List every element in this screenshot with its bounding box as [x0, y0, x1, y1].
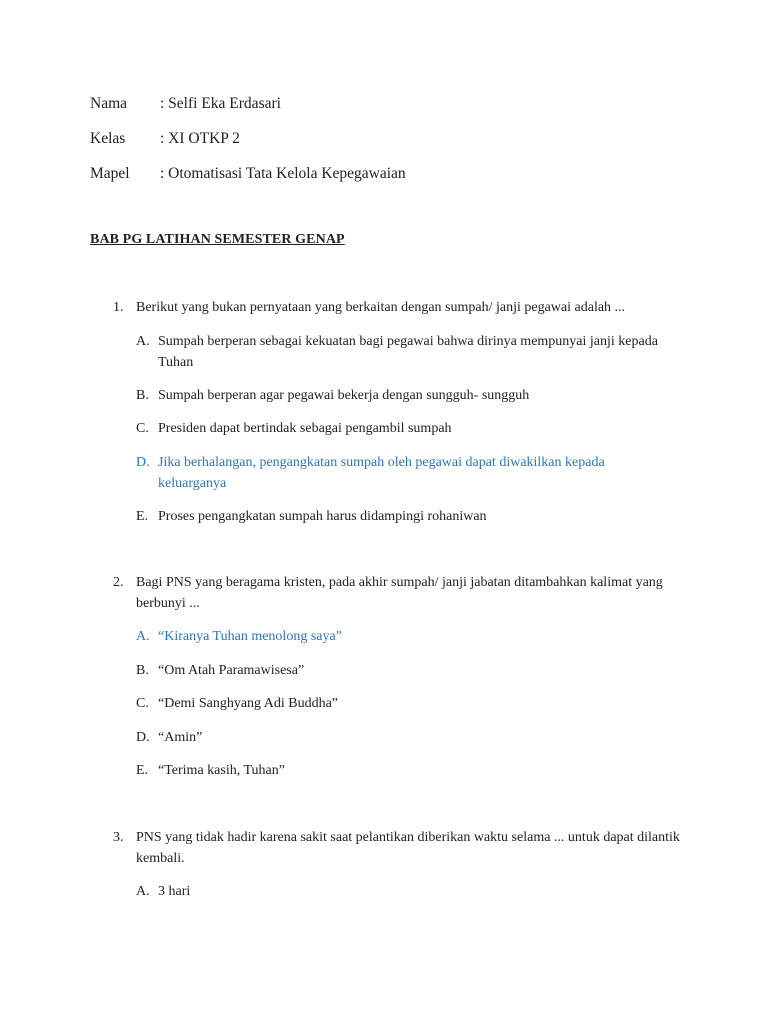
question-1-option-a	[136, 331, 676, 373]
option-text: Proses pengangkatan sumpah harus didampingi rohaniwan	[158, 509, 487, 524]
question-text: PNS yang tidak hadir karena sakit saat pelantikan diberikan waktu selama ... untuk dapat dilantik kembali.	[136, 830, 680, 866]
option-letter: A.	[136, 884, 150, 899]
option-text: “Amin”	[158, 730, 203, 745]
question-2-option-c	[136, 693, 676, 714]
option-letter: C.	[136, 696, 149, 711]
question-number: 3.	[113, 830, 124, 845]
option-letter: B.	[136, 663, 149, 678]
option-text: “Demi Sanghyang Adi Buddha”	[158, 696, 339, 711]
option-text: 3 hari	[158, 884, 191, 899]
header-row-nama	[90, 94, 281, 114]
header-label: Kelas	[90, 130, 126, 147]
question-number: 2.	[113, 575, 124, 590]
header-value: : Selfi Eka Erdasari	[160, 95, 281, 112]
header-label: Mapel	[90, 165, 130, 182]
option-letter: D.	[136, 730, 150, 745]
option-letter: E.	[136, 509, 149, 524]
option-text: Presiden dapat bertindak sebagai pengambil sumpah	[158, 421, 452, 436]
header-row-kelas	[90, 129, 240, 149]
question-text: Berikut yang bukan pernyataan yang berkaitan dengan sumpah/ janji pegawai adalah ...	[136, 300, 626, 315]
option-text: “Om Atah Paramawisesa”	[158, 663, 305, 678]
question-1-option-d-highlighted	[136, 452, 676, 494]
option-letter: E.	[136, 763, 149, 778]
section-title: BAB PG LATIHAN SEMESTER GENAP	[90, 232, 345, 247]
question-1-option-b	[136, 385, 676, 406]
question-text: Bagi PNS yang beragama kristen, pada akhir sumpah/ janji jabatan ditambahkan kalimat yang berbunyi ...	[136, 575, 663, 611]
question-3	[113, 827, 683, 869]
option-letter: B.	[136, 388, 149, 403]
option-text: “Terima kasih, Tuhan”	[158, 763, 285, 778]
header-row-mapel	[90, 164, 406, 184]
header-label: Nama	[90, 95, 128, 112]
question-1-option-c	[136, 418, 676, 439]
header-value: : Otomatisasi Tata Kelola Kepegawaian	[160, 165, 406, 182]
option-letter: A.	[136, 629, 150, 644]
question-1	[113, 297, 683, 318]
question-2-option-d	[136, 727, 676, 748]
question-3-option-a	[136, 881, 676, 902]
question-2-option-b	[136, 660, 676, 681]
option-letter: D.	[136, 455, 150, 470]
option-text: Jika berhalangan, pengangkatan sumpah oleh pegawai dapat diwakilkan kepada keluarganya	[158, 455, 605, 491]
header-value: : XI OTKP 2	[160, 130, 240, 147]
question-1-option-e	[136, 506, 676, 527]
question-2	[113, 572, 683, 614]
option-letter: A.	[136, 334, 150, 349]
question-number: 1.	[113, 300, 124, 315]
option-text: “Kiranya Tuhan menolong saya”	[158, 629, 342, 644]
option-text: Sumpah berperan agar pegawai bekerja dengan sungguh- sungguh	[158, 388, 530, 403]
question-2-option-a-highlighted	[136, 626, 676, 647]
option-text: Sumpah berperan sebagai kekuatan bagi pegawai bahwa dirinya mempunyai janji kepada Tuhan	[158, 334, 658, 370]
question-2-option-e	[136, 760, 676, 781]
option-letter: C.	[136, 421, 149, 436]
